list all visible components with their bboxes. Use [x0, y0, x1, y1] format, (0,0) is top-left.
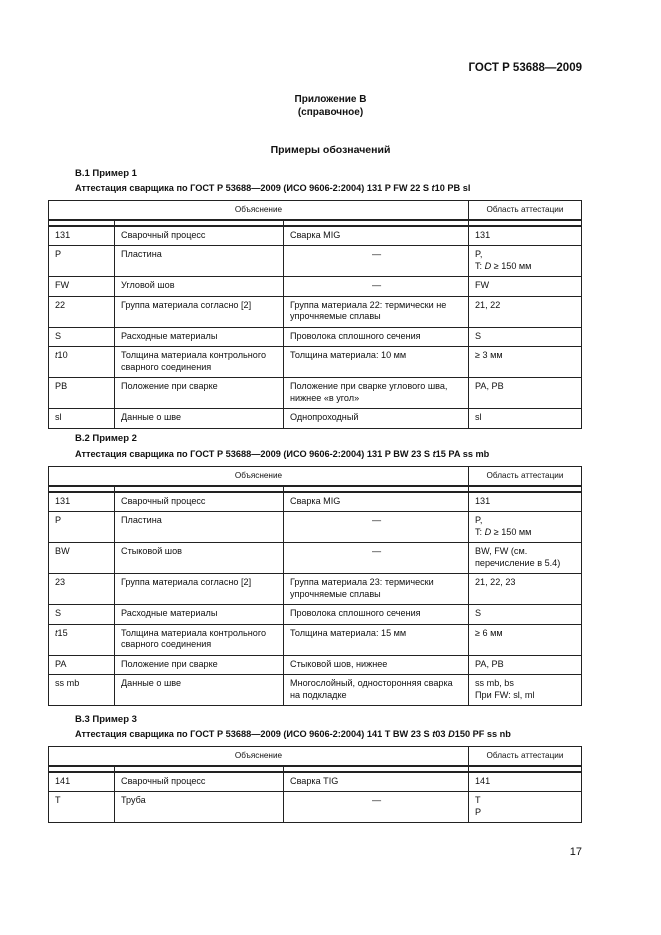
- table-row: [49, 605, 582, 625]
- table-row: [49, 655, 582, 675]
- detail-cell: Положение при сварке углового шва, нижнее «в угол»: [284, 378, 469, 409]
- example-3-table: [48, 746, 582, 823]
- example-2-table: [48, 466, 582, 706]
- code-cell: 23: [49, 574, 115, 605]
- name-cell: Данные о шве: [115, 675, 284, 706]
- code-cell: 131: [49, 226, 115, 246]
- code-cell: PA: [49, 655, 115, 675]
- table-row: [49, 378, 582, 409]
- table-row: [49, 226, 582, 246]
- detail-cell: Сварка MIG: [284, 492, 469, 512]
- example-1-table: [48, 200, 582, 429]
- name-cell: Расходные материалы: [115, 327, 284, 347]
- name-cell: Пластина: [115, 246, 284, 277]
- section-title: Примеры обозначений: [270, 144, 391, 156]
- detail-cell: Группа материала 23: термически упрочняемые сплавы: [284, 574, 469, 605]
- code-cell: P: [49, 512, 115, 543]
- code-cell: 131: [49, 492, 115, 512]
- example-1-tbody: [49, 201, 582, 429]
- code-cell: T: [49, 792, 115, 823]
- scope-cell: PA, PB: [469, 378, 582, 409]
- name-cell: Группа материала согласно [2]: [115, 296, 284, 327]
- detail-cell: Сварка MIG: [284, 226, 469, 246]
- code-cell: P: [49, 246, 115, 277]
- scope-cell: ≥ 3 мм: [469, 347, 582, 378]
- detail-cell: Сварка TIG: [284, 772, 469, 792]
- scope-cell: S: [469, 605, 582, 625]
- scope-cell: 21, 22: [469, 296, 582, 327]
- scope-cell: 131: [469, 226, 582, 246]
- header-scope: Область аттестации: [469, 201, 582, 220]
- example-3-tbody: [49, 747, 582, 823]
- scope-cell: ss mb, bs При FW: sl, ml: [469, 675, 582, 706]
- table-row: [49, 675, 582, 706]
- name-cell: Положение при сварке: [115, 655, 284, 675]
- scope-cell: ≥ 6 мм: [469, 624, 582, 655]
- example-2-heading: В.2 Пример 2: [75, 433, 137, 444]
- name-cell: Группа материала согласно [2]: [115, 574, 284, 605]
- header-scope: Область аттестации: [469, 747, 582, 766]
- scope-cell: PA, PB: [469, 655, 582, 675]
- annex-title: Приложение В: [294, 94, 367, 105]
- scope-cell: S: [469, 327, 582, 347]
- annex-note: (справочное): [297, 107, 364, 118]
- detail-cell: Группа материала 22: термически не упрочняемые сплавы: [284, 296, 469, 327]
- name-cell: Сварочный процесс: [115, 226, 284, 246]
- name-cell: Стыковой шов: [115, 543, 284, 574]
- table-row: [49, 512, 582, 543]
- name-cell: Данные о шве: [115, 409, 284, 429]
- scope-cell: BW, FW (см. перечисление в 5.4): [469, 543, 582, 574]
- example-3-subtitle: Аттестация сварщика по ГОСТ Р 53688—2009 (ИСО 9606-2:2004) 141 T BW 23 S t03 D150 PF ss nb: [75, 729, 511, 739]
- example-2-subtitle: Аттестация сварщика по ГОСТ Р 53688—2009 (ИСО 9606-2:2004) 131 P BW 23 S t15 PA ss mb: [75, 449, 490, 459]
- document-standard-header: ГОСТ Р 53688—2009: [468, 62, 582, 74]
- name-cell: Положение при сварке: [115, 378, 284, 409]
- detail-cell: Проволока сплошного сечения: [284, 605, 469, 625]
- table-row: [49, 792, 582, 823]
- code-cell: 22: [49, 296, 115, 327]
- detail-cell: Многослойный, односторонняя сварка на подкладке: [284, 675, 469, 706]
- code-cell: sl: [49, 409, 115, 429]
- table-header-row: [49, 747, 582, 766]
- annex-title-block: [0, 93, 661, 119]
- header-explanation: Объяснение: [49, 201, 469, 220]
- detail-cell: Однопроходный: [284, 409, 469, 429]
- detail-cell: Толщина материала: 10 мм: [284, 347, 469, 378]
- detail-cell: —: [284, 792, 469, 823]
- detail-cell: Стыковой шов, нижнее: [284, 655, 469, 675]
- name-cell: Толщина материала контрольного сварного соединения: [115, 347, 284, 378]
- code-cell: t15: [49, 624, 115, 655]
- scope-cell: sl: [469, 409, 582, 429]
- code-cell: PB: [49, 378, 115, 409]
- code-cell: S: [49, 605, 115, 625]
- table-row: [49, 772, 582, 792]
- table-row: [49, 296, 582, 327]
- scope-cell: P, T: D ≥ 150 мм: [469, 512, 582, 543]
- header-explanation: Объяснение: [49, 747, 469, 766]
- name-cell: Пластина: [115, 512, 284, 543]
- code-cell: S: [49, 327, 115, 347]
- table-row: [49, 409, 582, 429]
- code-cell: BW: [49, 543, 115, 574]
- name-cell: Толщина материала контрольного сварного соединения: [115, 624, 284, 655]
- name-cell: Труба: [115, 792, 284, 823]
- code-cell: FW: [49, 277, 115, 297]
- header-scope: Область аттестации: [469, 467, 582, 486]
- scope-cell: 131: [469, 492, 582, 512]
- table-row: [49, 277, 582, 297]
- table-row: [49, 492, 582, 512]
- page-number: 17: [569, 846, 582, 858]
- name-cell: Угловой шов: [115, 277, 284, 297]
- code-cell: t10: [49, 347, 115, 378]
- table-row: [49, 543, 582, 574]
- header-explanation: Объяснение: [49, 467, 469, 486]
- name-cell: Сварочный процесс: [115, 492, 284, 512]
- table-row: [49, 624, 582, 655]
- detail-cell: —: [284, 246, 469, 277]
- example-1-heading: В.1 Пример 1: [75, 168, 137, 179]
- name-cell: Расходные материалы: [115, 605, 284, 625]
- table-row: [49, 327, 582, 347]
- scope-cell: FW: [469, 277, 582, 297]
- table-row: [49, 574, 582, 605]
- detail-cell: —: [284, 543, 469, 574]
- example-2-tbody: [49, 467, 582, 706]
- detail-cell: —: [284, 277, 469, 297]
- example-3-heading: В.3 Пример 3: [75, 714, 137, 725]
- example-1-subtitle: Аттестация сварщика по ГОСТ Р 53688—2009 (ИСО 9606-2:2004) 131 P FW 22 S t10 PB sl: [75, 183, 471, 193]
- table-row: [49, 347, 582, 378]
- scope-cell: P, T: D ≥ 150 мм: [469, 246, 582, 277]
- table-row: [49, 246, 582, 277]
- table-header-row: [49, 467, 582, 486]
- name-cell: Сварочный процесс: [115, 772, 284, 792]
- table-header-row: [49, 201, 582, 220]
- scope-cell: 21, 22, 23: [469, 574, 582, 605]
- scope-cell: 141: [469, 772, 582, 792]
- detail-cell: —: [284, 512, 469, 543]
- scope-cell: T P: [469, 792, 582, 823]
- detail-cell: Толщина материала: 15 мм: [284, 624, 469, 655]
- detail-cell: Проволока сплошного сечения: [284, 327, 469, 347]
- code-cell: ss mb: [49, 675, 115, 706]
- code-cell: 141: [49, 772, 115, 792]
